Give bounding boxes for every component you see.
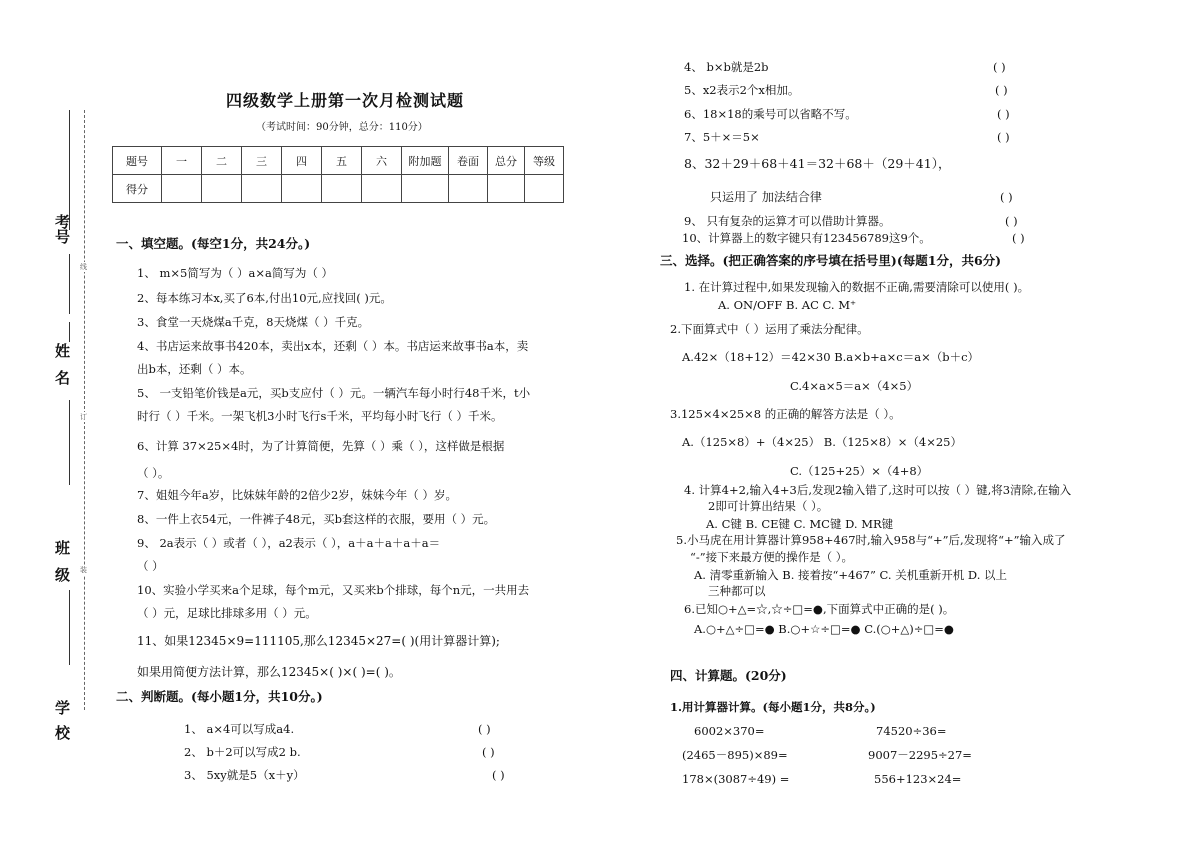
answer-paren[interactable]: ( ) <box>492 768 505 782</box>
question-line: 11、如果12345×9=111105,那么12345×27=( )(用计算器计算); <box>137 634 500 648</box>
calc-item: 74520÷36= <box>876 724 947 738</box>
section4-subheading: 1.用计算器计算。(每小题1分，共8分。) <box>670 700 876 714</box>
table-cell: 三 <box>242 147 282 175</box>
choice-line: 6.已知○+△=☆,☆÷□=●,下面算式中正确的是( )。 <box>684 602 955 616</box>
choice-line: 5.小马虎在用计算器计算958+467时,输入958与“+”后,发现将“+”输入成了 <box>676 533 1066 547</box>
table-cell: 一 <box>162 147 202 175</box>
section2-heading: 二、判断题。(每小题1分，共10分。) <box>116 689 323 704</box>
binding-mark-zhuang: 装 <box>80 566 87 574</box>
table-cell: 等级 <box>525 147 564 175</box>
judge-item: 4、 b×b就是2b <box>684 60 769 74</box>
score-table <box>112 146 564 203</box>
answer-paren[interactable]: ( ) <box>478 722 491 736</box>
question-line: 9、 2a表示（ ）或者（ ），a2表示（ ），a＋a＋a＋a＋a＝ <box>137 536 441 550</box>
score-input-cell[interactable] <box>322 175 362 203</box>
calc-item: 6002×370= <box>694 724 765 738</box>
question-line: 1、 m×5简写为（ ）a×a简写为（ ） <box>137 266 333 280</box>
choice-line: “-”接下来最方便的操作是（ ）。 <box>690 550 854 564</box>
kaohao-line[interactable] <box>69 110 70 230</box>
table-row <box>113 147 564 175</box>
question-line: 如果用简便方法计算，那么12345×( )×( )=( )。 <box>137 665 401 679</box>
question-line: 时行（ ）千米。一架飞机3小时飞行s千米，平均每小时飞行（ ）千米。 <box>137 409 503 423</box>
answer-paren[interactable]: ( ) <box>1000 190 1013 204</box>
score-input-cell[interactable] <box>202 175 242 203</box>
score-input-cell[interactable] <box>242 175 282 203</box>
choice-options: 三种都可以 <box>708 584 766 598</box>
answer-paren[interactable]: ( ) <box>1005 214 1018 228</box>
section4-heading: 四、计算题。(20分) <box>670 668 787 683</box>
judge-item: 1、 a×4可以写成a4. <box>184 722 295 736</box>
answer-paren[interactable]: ( ) <box>482 745 495 759</box>
choice-line: 2.下面算式中（ ）运用了乘法分配律。 <box>670 322 869 336</box>
question-line: （ ）。 <box>137 466 170 480</box>
score-input-cell[interactable] <box>488 175 525 203</box>
binding-mark-xian: 线 <box>80 263 87 271</box>
judge-item: 3、 5xy就是5（x＋y） <box>184 768 305 782</box>
page-title: 四级数学上册第一次月检测试题 <box>226 91 465 110</box>
judge-item: 6、18×18的乘号可以省略不写。 <box>684 107 857 121</box>
table-cell: 四 <box>282 147 322 175</box>
score-input-cell[interactable] <box>402 175 449 203</box>
question-line: （ ） <box>137 559 164 573</box>
choice-options: A.（125×8）+（4×25） B.（125×8）×（4×25） <box>682 435 962 449</box>
kaohao-line-2[interactable] <box>69 254 70 314</box>
section3-heading: 三、选择。(把正确答案的序号填在括号里)(每题1分，共6分) <box>660 253 1002 268</box>
choice-line: 4. 计算4+2,输入4+3后,发现2输入错了,这时可以按（ ）键,将3清除,在输入 <box>684 483 1072 497</box>
judge-item: 10、计算器上的数字键只有123456789这9个。 <box>682 231 931 245</box>
answer-paren[interactable]: ( ) <box>995 83 1008 97</box>
choice-options: A.○+△÷□=● B.○+☆÷□=● C.(○+△)÷□=● <box>694 622 954 636</box>
table-cell: 得分 <box>113 175 162 203</box>
binding-mark-ding: 订 <box>80 413 87 421</box>
question-line: 5、 一支铅笔价钱是a元，买b支应付（ ）元。一辆汽车每小时行48千米，t小 <box>137 386 531 400</box>
xingming-line[interactable] <box>69 400 70 485</box>
calc-item: (2465－895)×89= <box>682 748 788 762</box>
judge-item: 5、x2表示2个x相加。 <box>684 83 800 97</box>
answer-paren[interactable]: ( ) <box>997 130 1010 144</box>
calc-item: 9007－2295÷27= <box>868 748 972 762</box>
score-input-cell[interactable] <box>449 175 488 203</box>
score-input-cell[interactable] <box>362 175 402 203</box>
question-line: 2、每本练习本x,买了6本,付出10元,应找回( )元。 <box>137 291 392 305</box>
question-line: 6、计算 37×25×4时，为了计算简便，先算（ ）乘（ ），这样做是根据 <box>137 439 505 453</box>
xingming-line-top[interactable] <box>69 322 70 342</box>
score-input-cell[interactable] <box>162 175 202 203</box>
question-line: 4、书店运来故事书420本，卖出x本，还剩（ ）本。书店运来故事书a本，卖 <box>137 339 529 353</box>
calc-item: 178×(3087÷49) = <box>682 772 790 786</box>
question-line: 7、姐姐今年a岁，比妹妹年龄的2倍少2岁，妹妹今年（ ）岁。 <box>137 488 457 502</box>
table-cell: 附加题 <box>402 147 449 175</box>
choice-options: A.42×（18+12）＝42×30 B.a×b+a×c＝a×（b＋c） <box>682 350 980 364</box>
table-cell: 二 <box>202 147 242 175</box>
question-line: 10、实验小学买来a个足球，每个m元，又买来b个排球，每个n元，一共用去 <box>137 583 530 597</box>
judge-item: 2、 b＋2可以写成2 b. <box>184 745 301 759</box>
judge-item: 9、 只有复杂的运算才可以借助计算器。 <box>684 214 891 228</box>
table-cell: 五 <box>322 147 362 175</box>
section1-heading: 一、填空题。(每空1分，共24分。) <box>116 236 311 251</box>
judge-item: 7、5＋×＝5× <box>684 130 760 144</box>
choice-options: C.4×a×5＝a×（4×5） <box>790 379 919 393</box>
table-cell: 总分 <box>488 147 525 175</box>
choice-options: C.（125+25）×（4+8） <box>790 464 929 478</box>
calc-item: 556+123×24= <box>874 772 962 786</box>
kaohao-label: 考号 <box>53 214 71 244</box>
answer-paren[interactable]: ( ) <box>993 60 1006 74</box>
xuexiao-label: 学校 <box>53 700 71 750</box>
choice-line: 3.125×4×25×8 的正确的解答方法是（ ）。 <box>670 407 901 421</box>
answer-paren[interactable]: ( ) <box>1012 231 1025 245</box>
table-cell: 六 <box>362 147 402 175</box>
question-line: 3、食堂一天烧煤a千克，8天烧煤（ ）千克。 <box>137 315 370 329</box>
question-line: （ ）元，足球比排球多用（ ）元。 <box>137 606 317 620</box>
score-input-cell[interactable] <box>525 175 564 203</box>
judge-item: 只运用了 加法结合律 <box>710 190 822 204</box>
table-cell: 卷面 <box>449 147 488 175</box>
xingming-label: 姓名 <box>53 343 71 397</box>
choice-options: A. ON/OFF B. AC C. M⁺ <box>718 298 857 312</box>
answer-paren[interactable]: ( ) <box>997 107 1010 121</box>
score-input-cell[interactable] <box>282 175 322 203</box>
binding-line <box>84 110 85 710</box>
choice-line: 2即可计算出结果（ ）。 <box>708 499 829 513</box>
question-line: 出b本，还剩（ ）本。 <box>137 362 252 376</box>
choice-options: A. C键 B. CE键 C. MC键 D. MR键 <box>706 517 894 531</box>
table-cell: 题号 <box>113 147 162 175</box>
question-line: 8、一件上衣54元，一件裤子48元，买b套这样的衣服，要用（ ）元。 <box>137 512 496 526</box>
judge-item: 8、32＋29＋68＋41＝32＋68＋（29＋41）， <box>684 156 951 171</box>
banji-label: 班级 <box>53 540 71 594</box>
exam-info: （考试时间：90分钟，总分：110分） <box>256 122 428 133</box>
choice-options: A. 清零重新输入 B. 接着按“+467” C. 关机重新开机 D. 以上 <box>694 568 1008 582</box>
banji-line[interactable] <box>69 590 70 665</box>
table-row <box>113 175 564 203</box>
choice-line: 1. 在计算过程中,如果发现输入的数据不正确,需要清除可以使用( )。 <box>684 280 1030 294</box>
